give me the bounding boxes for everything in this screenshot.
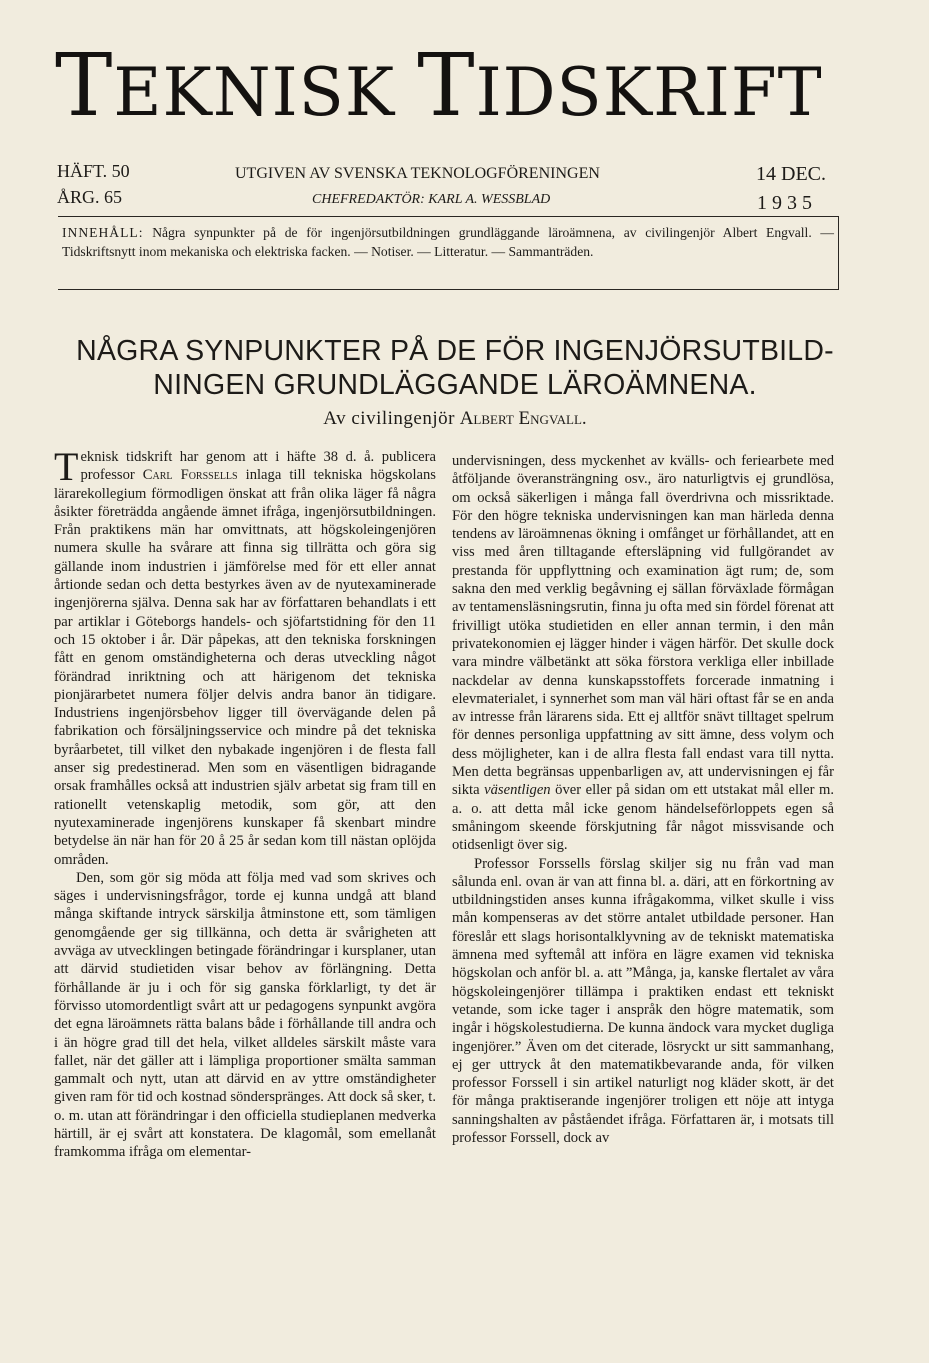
title-line-1: NÅGRA SYNPUNKTER PÅ DE FÖR INGENJÖRSUTBILD- (76, 335, 834, 367)
contents-label: INNEHÅLL: (62, 225, 144, 240)
contents-paragraph (62, 223, 834, 261)
issue-number: HÄFT. 50 (57, 161, 130, 181)
paragraph-1-text-b: inlaga till tekniska högskolans lärarekollegium förmodligen önskat att från olika läger få några åsikter företrädda angående ämnet ifråga, ingenjörsutbildningen. Från praktikens män har omvittnats, att högskoleingenjören numera skulle ha svårare att finna sig tillrätta och göra sig gällande inom industrien i jämförelse med för ett eller annat årtionde sedan och detta bestyrkes även av de nyutexaminerade ingenjörerna själva. Denna sak har av författaren behandlats i ett par artiklar i Göteborgs handels- och sjöfartstidning för den 11 och 15 oktober i år. Där påpekas, att den tekniska forskningen fått en genom omständigheterna och deras utveckling något förändrad inriktning och att härigenom det tekniska pionjärarbetet numera följer delvis andra banor än tidigare. Industriens ingenjörsbehov ligger till övervägande delen på fabrikation och försäljningsservice och mindre på det tekniska byråarbetet, till vilket den nybakade ingenjören i de flesta fall anser sig predestinerad. Men som en väsentligen bidragande orsak framhålles också att industrien själv arbetat sig fram till en rationellt vetenskaplig metodik, som gör, att den nyutexaminerade ingenjörens kunskaper få skenbart mindre betydelse än när han för 20 å 25 år sedan kom till nästan oplöjda områden. (54, 467, 436, 868)
issue-year: 1 9 3 5 (757, 192, 812, 214)
masthead-word-2: IDSKRIFT (475, 54, 823, 131)
paragraph-4: Professor Forssells förslag skiljer sig nu från vad man sålunda enl. ovan är van att finna bl. a. däri, att en förkortning av utbildningstiden anses kunna ifrågakomma, vilket skulle i viss mån kompenseras av det större antalet utbildade personer. Han föreslår ett slags horisontalklyvning av de tekniskt matematiska ämnena med syftemål att införa en lägre examen vid tekniska högskolan och anför bl. a. att ”Många, ja, kanske flertalet av våra högskoleingenjörer tillämpa i praktiken endast ett tekniskt vetande, som icke tager i anspråk den högre matematik, som ingår i högskolestudierna. De kunna ändock vara mycket dugliga ingenjörer.” Även om det citerade, lösryckt ur sitt sammanhang, ej ger uttryck åt den matematikbevarande anda, för vilken professor Forssell i sin artikel naturligt nog kläder skott, är det för många praktiserande ingenjörer troligen ett nöje att intyga sanningshalten av påståendet ifråga. Författaren är, i motsats till professor Forssell, dock av (452, 855, 834, 1146)
paragraph-2: Den, som gör sig möda att följa med vad som skrives och säges i undervisningsfrågor, torde ej kunna undgå att bland många skiftande intryck särskilja åtminstone ett, som tämligen genomgående ger sig tillkänna, och detta är svårigheten att avväga av utvecklingen betingade förändringar i kursplaner, utan att därvid studietiden visar behov av förlängning. Detta förhållande är ju i och för sig ganska förklarligt, ty det är förvisso utomordentligt svårt att ur pedagogens synpunkt avgöra det egna läroämnets rätta balans både i förhållande till andra och i än högre grad till det hela, vilket alldeles särskilt måste vara fallet, när det gäller att i lämpliga proportioner smälta samman gammalt och nytt, utan att därvid en av yttre omständigheter given ram för tid och kostnad sönderspränges. Att dock så sker, t. o. m. utan att förändringar i den officiella studieplanen medverka härtill, är ej svårt att konstatera. De klagomål, som emellanåt framkomma ifråga om elementar- (54, 869, 436, 1161)
masthead-initial-1: T (55, 36, 114, 136)
column-right (452, 452, 834, 1147)
title-line-2: NINGEN GRUNDLÄGGANDE LÄROÄMNENA. (153, 369, 757, 401)
column-left (54, 444, 436, 1162)
emphasis-word: väsentligen (484, 782, 551, 799)
drop-cap: T (54, 444, 79, 489)
byline-author: Albert Engvall. (459, 408, 587, 429)
paragraph-1-text-a: eknisk tidskrift har genom att i häfte 38 d. å. publicera professor (80, 449, 436, 484)
article-byline (60, 408, 850, 430)
masthead-initial-2: T (417, 36, 476, 136)
person-name: Carl Forssells (142, 467, 238, 484)
paragraph-3 (452, 452, 834, 855)
publisher-line: UTGIVEN AV SVENSKA TEKNOLOGFÖRENINGEN (235, 165, 600, 182)
issue-date: 14 DEC. (756, 163, 826, 185)
contents-text: Några synpunkter på de för ingenjörsutbildningen grundläggande läroämnena, av civilingenjör Albert Engvall. — Tidskriftsnytt inom mekaniska och elektriska facken. — Notiser. — Litteratur. — Sammanträden. (62, 225, 835, 259)
paragraph-3-text-a: undervisningen, dess myckenhet av kvälls- och feriearbete med åtföljande överansträngning osv., äro naturligtvis ej grundlösa, om också säkerligen i många fall överdrivna och missriktade. För den högre tekniska undervisningen kan man härleda denna tendens av läroämnenas ökning i omfånget ur förhållandet, att en viss med åren tilltagande eftersläpning vid fullgörandet av prestanda för uppflyttning och examination ägt rum; de, som sakna den med verklig begåvning ej sällan förväxlade förmågan av tentamensläsningsrutin, finna ju ofta med sin fördel förenat att frivilligt utöka studietiden en eller annan termin, i den mån privatekonomien ej lägger hinder i vägen härför. Det skulle dock vara mindre välbetänkt att söka förstora verkliga eller inbillade nackdelar av denna kunskapsstoffets forcerade inmatning i elevmaterialet, i synnerhet som man väl häri oftast får se en anda av intresse från lärarens sida. Ett ej alltför snävt tilltaget spelrum för dennes personliga uppfattning av sitt ämne, dess volym och dess möjligheter, kan i de allra flesta fall endast vara till nytta. Men detta begränsas uppenbarligen av, att undervisningen ej får sikta (452, 453, 834, 799)
paragraph-3-text-b: över eller på sidan om ett utstakat mål eller m. a. o. att detta mål icke genom händelseförloppets egen så småningom skeende förskjutning får något missvisande och otidsenligt över sig. (452, 782, 834, 854)
contents-box (58, 216, 839, 290)
paragraph-1 (54, 444, 436, 869)
masthead-word-1: EKNISK (113, 54, 396, 131)
editor-line: CHEFREDAKTÖR: KARL A. WESSBLAD (312, 192, 551, 207)
article-title (60, 334, 850, 402)
masthead-title (55, 36, 855, 136)
byline-prefix: Av civilingenjör (323, 408, 455, 429)
volume-number: ÅRG. 65 (57, 187, 123, 207)
